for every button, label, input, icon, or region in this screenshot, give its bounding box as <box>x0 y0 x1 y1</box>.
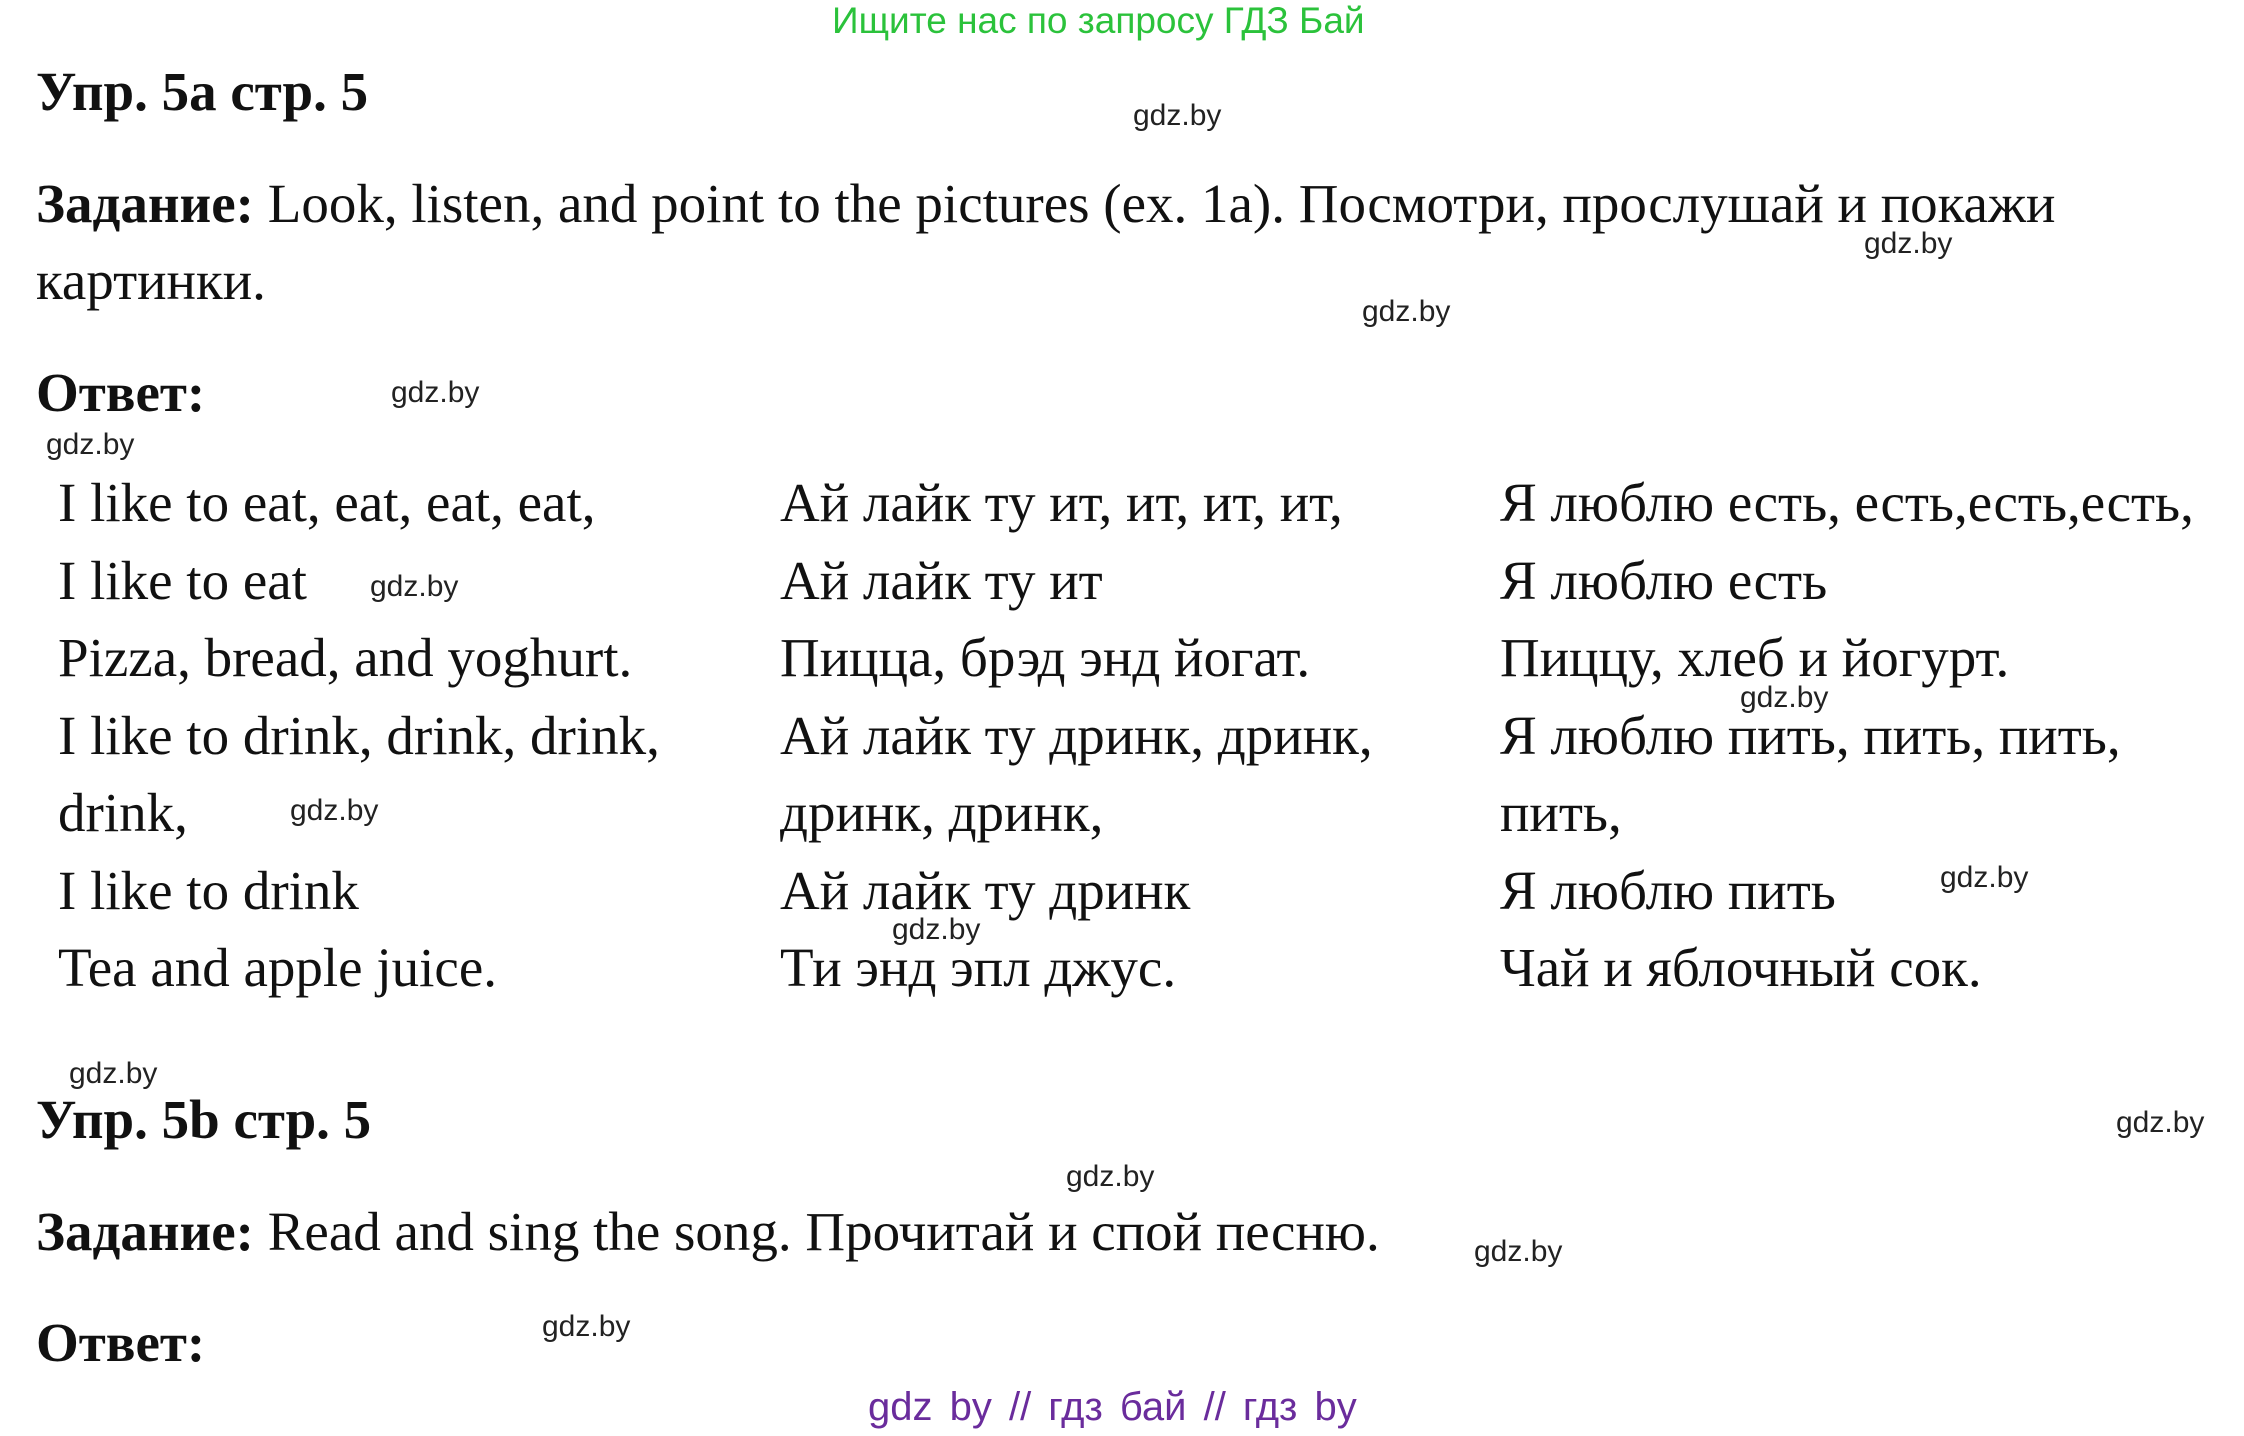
song-line: I like to eat <box>58 549 307 611</box>
task-text: Read and sing the song. Прочитай и спой песню. <box>253 1201 1380 1262</box>
watermark: gdz.by <box>370 570 459 603</box>
watermark: gdz.by <box>1864 227 1953 260</box>
song-translation-column <box>1500 464 2194 1007</box>
song-line: Пиццу, хлеб и йогурт. <box>1500 627 2010 688</box>
watermark: gdz.by <box>1940 861 2029 894</box>
song-line: Пицца, брэд энд йогат. <box>780 627 1311 688</box>
exercise-5a-task-line2: картинки. <box>36 250 266 311</box>
song-line: Tea and apple juice. <box>58 937 497 998</box>
watermark: gdz.by <box>46 428 135 461</box>
song-line: Ай лайк ту ит <box>780 549 1103 611</box>
exercise-5a-heading: Упр. 5a стр. 5 <box>36 61 369 122</box>
top-banner: Ищите нас по запросу ГДЗ Бай <box>832 0 1365 41</box>
exercise-5b-heading: Упр. 5b стр. 5 <box>36 1089 372 1150</box>
song-transcription-column <box>780 464 1373 1007</box>
song-line: Чай и яблочный сок. <box>1500 937 1982 998</box>
task-label: Задание: <box>36 1201 254 1262</box>
task-text: Look, listen, and point to the pictures (ex. 1a). Посмотри, прослушай и покажи <box>253 173 2056 234</box>
watermark: gdz.by <box>1066 1160 1155 1193</box>
exercise-5a-answer-label: Ответ: <box>36 362 206 423</box>
exercise-5a-task-line1 <box>36 172 2055 235</box>
song-line: I like to eat, eat, eat, eat, <box>58 472 596 533</box>
song-line: drink, <box>58 782 188 843</box>
song-line: Ай лайк ту ит, ит, ит, ит, <box>780 472 1343 533</box>
song-line: Ти энд эпл джус. <box>780 937 1177 998</box>
watermark: gdz.by <box>892 913 981 946</box>
song-line: Pizza, bread, and yoghurt. <box>58 627 633 688</box>
exercise-5b-answer-label: Ответ: <box>36 1312 206 1373</box>
watermark: gdz.by <box>2116 1106 2205 1139</box>
watermark: gdz.by <box>1133 99 1222 132</box>
watermark: gdz.by <box>1740 681 1829 714</box>
song-line: I like to drink <box>58 859 359 921</box>
song-line: Я люблю пить <box>1500 859 1836 921</box>
song-line: I like to drink, drink, drink, <box>58 704 660 766</box>
watermark: gdz.by <box>542 1310 631 1343</box>
task-label: Задание: <box>36 173 254 234</box>
exercise-5b-task <box>36 1200 1380 1263</box>
song-line: пить, <box>1500 782 1622 843</box>
song-line: Я люблю есть <box>1500 549 1828 611</box>
watermark: gdz.by <box>69 1057 158 1090</box>
watermark: gdz.by <box>391 376 480 409</box>
song-line: Ай лайк ту дринк, дринк, <box>780 704 1373 766</box>
watermark: gdz.by <box>290 794 379 827</box>
song-line: дринк, дринк, <box>780 782 1104 843</box>
song-line: Ай лайк ту дринк <box>780 859 1191 921</box>
song-english-column <box>58 464 660 1007</box>
footer-watermark: gdz by // гдз бай // гдз by <box>868 1385 1357 1429</box>
song-line: Я люблю пить, пить, пить, <box>1500 704 2121 766</box>
watermark: gdz.by <box>1362 295 1451 328</box>
watermark: gdz.by <box>1474 1235 1563 1268</box>
song-line: Я люблю есть, есть,есть,есть, <box>1500 472 2194 533</box>
